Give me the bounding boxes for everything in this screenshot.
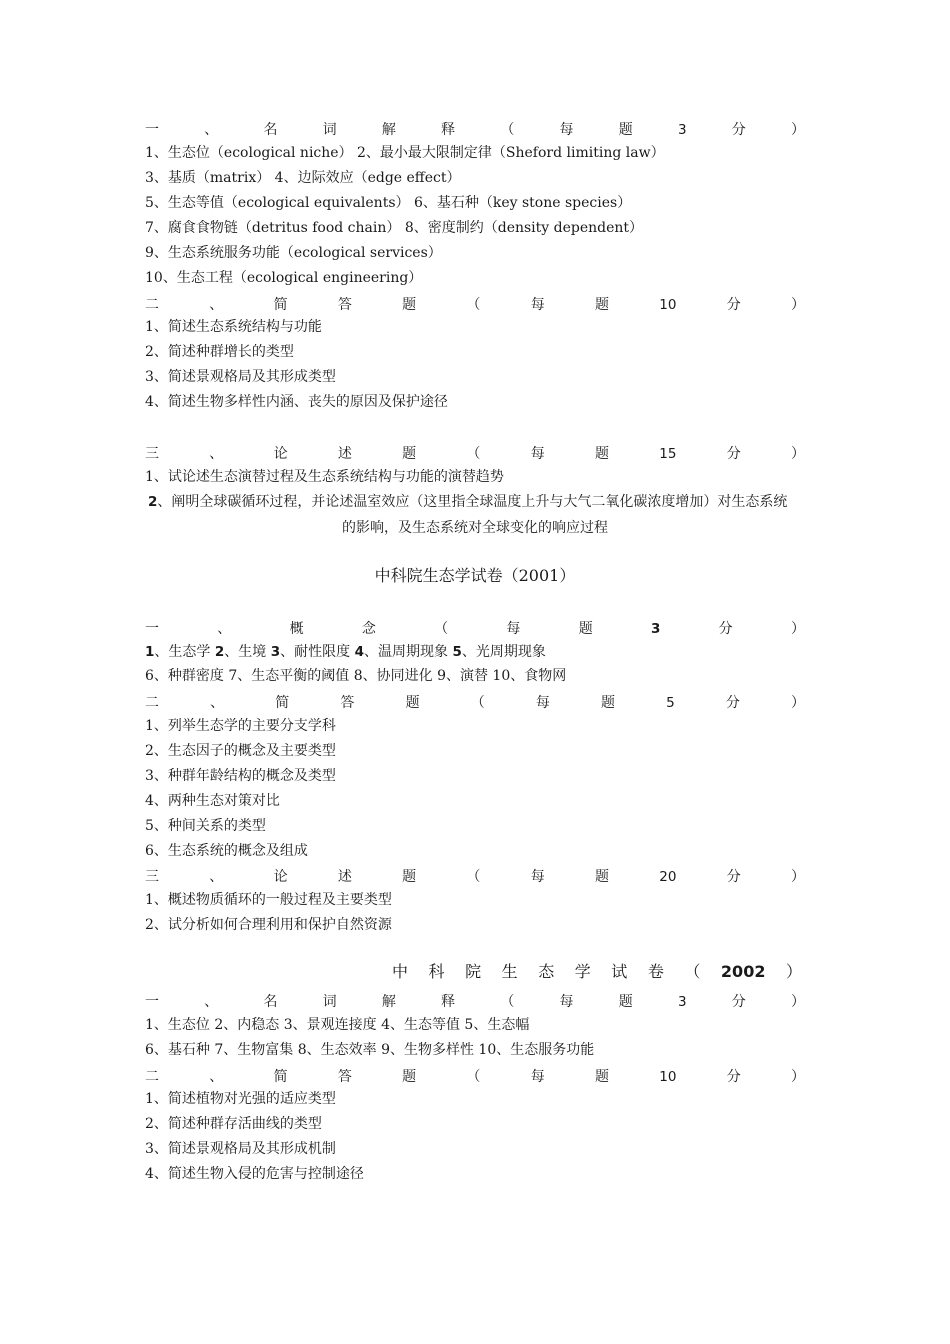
- question-line: 1、试论述生态演替过程及生态系统结构与功能的演替趋势: [145, 469, 504, 485]
- question-line: 2、生态因子的概念及主要类型: [145, 743, 336, 759]
- heading-char: 题: [402, 1069, 417, 1085]
- heading-char: 10: [659, 297, 677, 313]
- heading-char: ）: [791, 446, 805, 462]
- heading-char: 二: [145, 695, 159, 711]
- heading-char: 题: [578, 621, 593, 637]
- question-line: [145, 643, 805, 661]
- heading-char: 分: [726, 869, 741, 885]
- heading-char: 题: [594, 1069, 609, 1085]
- heading-char: 分: [726, 297, 741, 313]
- heading-char: 答: [337, 297, 352, 313]
- heading-char: 题: [594, 297, 609, 313]
- question-line: 3、基质（matrix） 4、边际效应（edge effect）: [145, 170, 461, 186]
- heading-char: 10: [659, 1069, 677, 1085]
- heading-char: 、: [209, 297, 224, 313]
- question-number: 5: [452, 644, 462, 660]
- heading-char: 答: [337, 1069, 352, 1085]
- heading-char: 一: [145, 621, 159, 637]
- heading-char: （: [466, 869, 481, 885]
- question-line: 5、种间关系的类型: [145, 818, 266, 834]
- heading-char: 每: [530, 1069, 545, 1085]
- heading-char: 分: [726, 1069, 741, 1085]
- heading-char: （: [470, 695, 485, 711]
- heading-char: ）: [791, 695, 805, 711]
- heading-char: 简: [275, 695, 290, 711]
- heading-char: 20: [659, 869, 677, 885]
- heading-char: 每: [530, 446, 545, 462]
- heading-char: 述: [337, 446, 352, 462]
- question-text: 、温周期现象: [363, 644, 453, 660]
- question-text: 、阐明全球碳循环过程，并论述温室效应（这里指全球温度上升与大气二氧化碳浓度增加）对生态系统: [157, 494, 788, 510]
- heading-char: 释: [441, 994, 456, 1010]
- question-text: 、生态学: [154, 644, 215, 660]
- heading-char: 简: [273, 297, 288, 313]
- question-line: 6、生态系统的概念及组成: [145, 843, 308, 859]
- title-char: ）: [785, 962, 802, 981]
- section-heading: [145, 121, 805, 139]
- heading-char: 解: [381, 122, 396, 138]
- heading-char: 题: [594, 869, 609, 885]
- question-line: 10、生态工程（ecological engineering）: [145, 270, 423, 286]
- heading-char: 、: [204, 994, 219, 1010]
- heading-char: 3: [677, 994, 687, 1010]
- question-line: 1、简述植物对光强的适应类型: [145, 1091, 336, 1107]
- heading-char: 每: [535, 695, 550, 711]
- title-char: 科: [428, 962, 445, 981]
- heading-char: （: [500, 122, 515, 138]
- heading-char: 题: [402, 869, 417, 885]
- section-heading: [145, 868, 805, 886]
- question-text: 、耐性限度: [280, 644, 355, 660]
- question-line: 1、生态位 2、内稳态 3、景观连接度 4、生态等值 5、生态幅: [145, 1017, 530, 1033]
- heading-char: 一: [145, 994, 159, 1010]
- heading-char: 5: [666, 695, 675, 711]
- question-line: 1、列举生态学的主要分支学科: [145, 718, 336, 734]
- heading-char: 每: [559, 122, 574, 138]
- heading-char: 题: [618, 994, 633, 1010]
- heading-char: 、: [209, 869, 224, 885]
- title-char: 2002: [720, 962, 766, 981]
- question-line: 1、简述生态系统结构与功能: [145, 319, 322, 335]
- heading-char: 每: [530, 869, 545, 885]
- heading-char: （: [466, 1069, 481, 1085]
- heading-char: 、: [209, 446, 224, 462]
- title-char: （: [684, 962, 701, 981]
- heading-char: 每: [559, 994, 574, 1010]
- question-line: 3、简述景观格局及其形成机制: [145, 1141, 336, 1157]
- title-char: 中: [392, 962, 409, 981]
- heading-char: 题: [405, 695, 420, 711]
- heading-char: 15: [659, 446, 677, 462]
- heading-char: 一: [145, 122, 159, 138]
- heading-char: 分: [718, 621, 733, 637]
- heading-char: 分: [731, 994, 746, 1010]
- question-line: 2、简述种群存活曲线的类型: [145, 1116, 322, 1132]
- heading-char: 释: [441, 122, 456, 138]
- title-char: 卷: [647, 962, 664, 981]
- heading-char: ）: [791, 122, 805, 138]
- heading-char: （: [500, 994, 515, 1010]
- heading-char: 论: [273, 446, 288, 462]
- title-char: 态: [538, 962, 555, 981]
- heading-char: 二: [145, 297, 159, 313]
- question-line: 1、概述物质循环的一般过程及主要类型: [145, 892, 392, 908]
- question-number: 4: [354, 644, 364, 660]
- heading-char: 述: [337, 869, 352, 885]
- heading-char: 二: [145, 1069, 159, 1085]
- question-number: 3: [270, 644, 281, 660]
- heading-char: 题: [594, 446, 609, 462]
- exam-title: 中科院生态学试卷（2001）: [374, 566, 576, 585]
- heading-char: ）: [791, 994, 805, 1010]
- heading-char: （: [466, 297, 481, 313]
- question-line: 3、简述景观格局及其形成类型: [145, 369, 336, 385]
- question-number: 2: [214, 644, 225, 660]
- heading-char: ）: [791, 869, 805, 885]
- question-line: [148, 493, 808, 511]
- heading-char: 题: [402, 297, 417, 313]
- heading-char: 分: [731, 122, 746, 138]
- heading-char: 每: [530, 297, 545, 313]
- heading-char: 题: [618, 122, 633, 138]
- section-heading: [145, 694, 805, 712]
- title-char: 学: [574, 962, 591, 981]
- question-line: 4、两种生态对策对比: [145, 793, 280, 809]
- heading-char: ）: [791, 1069, 805, 1085]
- question-line: 7、腐食食物链（detritus food chain） 8、密度制约（density dependent）: [145, 220, 644, 236]
- heading-char: ）: [791, 297, 805, 313]
- question-text: 、光周期现象: [461, 644, 546, 660]
- heading-char: 、: [204, 122, 219, 138]
- title-char: 生: [501, 962, 518, 981]
- title-char: 试: [611, 962, 628, 981]
- heading-char: 题: [402, 446, 417, 462]
- heading-char: 概: [289, 621, 304, 637]
- heading-char: 三: [145, 869, 159, 885]
- question-text: 、生境: [224, 644, 271, 660]
- exam-title: [392, 963, 802, 981]
- heading-char: 3: [650, 621, 661, 637]
- section-heading: [145, 296, 805, 314]
- heading-char: 、: [217, 621, 232, 637]
- question-line: 1、生态位（ecological niche） 2、最小最大限制定律（Sheford limiting law）: [145, 145, 665, 161]
- heading-char: 名: [263, 122, 278, 138]
- heading-char: 三: [145, 446, 159, 462]
- heading-char: 念: [361, 621, 376, 637]
- question-line: 6、种群密度 7、生态平衡的阈值 8、协同进化 9、演替 10、食物网: [145, 668, 567, 684]
- heading-char: 3: [677, 122, 687, 138]
- heading-char: 简: [273, 1069, 288, 1085]
- heading-char: 题: [600, 695, 615, 711]
- question-number: 1: [145, 644, 155, 660]
- section-heading: [145, 1068, 805, 1086]
- question-line: 6、基石种 7、生物富集 8、生态效率 9、生物多样性 10、生态服务功能: [145, 1042, 595, 1058]
- heading-char: 词: [322, 122, 337, 138]
- question-number: 2: [148, 494, 158, 510]
- heading-char: ）: [790, 621, 805, 637]
- question-line: 4、简述生物入侵的危害与控制途径: [145, 1166, 364, 1182]
- heading-char: 、: [210, 695, 225, 711]
- heading-char: 分: [726, 446, 741, 462]
- question-line: 5、生态等值（ecological equivalents） 6、基石种（key stone species）: [145, 195, 632, 211]
- question-line: 4、简述生物多样性内涵、丧失的原因及保护途径: [145, 394, 448, 410]
- section-heading: [145, 993, 805, 1011]
- heading-char: 答: [340, 695, 355, 711]
- question-line: 2、简述种群增长的类型: [145, 344, 294, 360]
- question-line: 2、试分析如何合理利用和保护自然资源: [145, 917, 392, 933]
- heading-char: 论: [273, 869, 288, 885]
- heading-char: 词: [322, 994, 337, 1010]
- heading-char: 解: [381, 994, 396, 1010]
- heading-char: 、: [209, 1069, 224, 1085]
- section-heading: [145, 620, 805, 638]
- section-heading: [145, 445, 805, 463]
- title-char: 院: [465, 962, 482, 981]
- heading-char: （: [434, 621, 449, 637]
- heading-char: 每: [506, 621, 521, 637]
- question-line-continued: 的影响，及生态系统对全球变化的响应过程: [342, 520, 608, 536]
- question-line: 3、种群年龄结构的概念及类型: [145, 768, 336, 784]
- heading-char: 分: [725, 695, 740, 711]
- question-line: 9、生态系统服务功能（ecological services）: [145, 245, 442, 261]
- heading-char: （: [466, 446, 481, 462]
- heading-char: 名: [263, 994, 278, 1010]
